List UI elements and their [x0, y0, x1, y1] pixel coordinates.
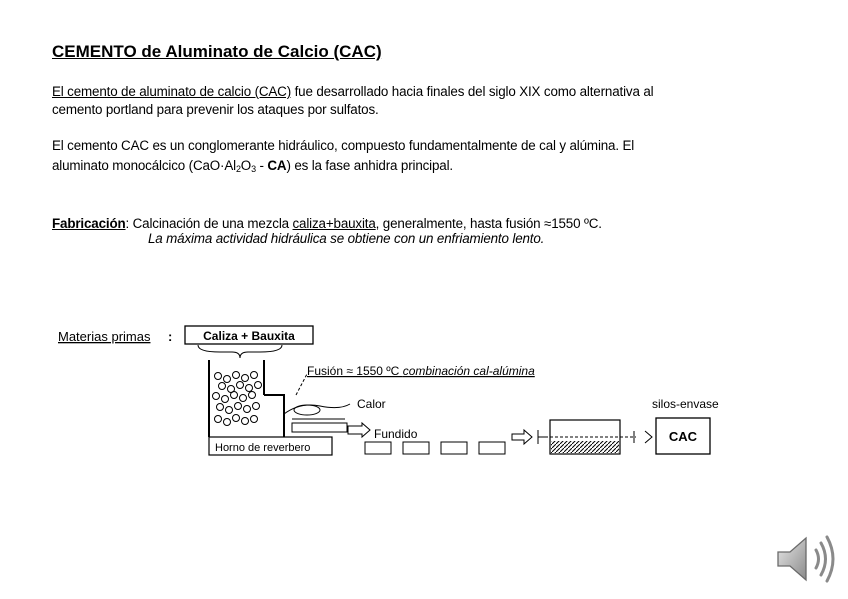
silos-label: silos-envase [652, 397, 719, 411]
formula-dash: - [255, 158, 268, 173]
fabrication-note: La máxima actividad hidráulica se obtiene con un enfriamiento lento. [148, 231, 545, 246]
materias-colon: : [168, 329, 173, 344]
chevron-right-icon [645, 431, 652, 443]
subscript-2: 2 [235, 164, 241, 174]
fundido-label: Fundido [374, 427, 418, 441]
ca-abbrev: CA [267, 158, 287, 173]
cooling-moulds [365, 442, 505, 454]
cac-link-text: El cemento de aluminato de calcio (CAC) [52, 84, 292, 99]
formula-o: O [240, 158, 252, 173]
paragraph-2-line-1: El cemento CAC es un conglomerante hidráulico, compuesto fundamentalmente de cal y alúmina. El [52, 138, 635, 153]
fusion-combination: combinación cal-alúmina [402, 364, 535, 378]
fusion-label [307, 364, 535, 378]
flow-arrow-icon [348, 423, 370, 437]
raw-materials-label: Caliza + Bauxita [203, 329, 295, 343]
fabrication-text-a: : Calcinación de una mezcla [125, 216, 293, 231]
fabrication-text-b: , generalmente, hasta fusión ≈1550 ºC. [375, 216, 602, 231]
paragraph-1-text: fue desarrollado hacia finales del siglo XIX como alternativa al [291, 84, 654, 99]
grinder-inlet [538, 430, 548, 444]
melt-pool [292, 423, 347, 432]
flame-icon [294, 405, 320, 415]
mill-hatching [551, 441, 619, 453]
paragraph-1-line-2: cemento portland para prevenir los ataques por sulfatos. [52, 102, 379, 117]
fabrication-label: Fabricación [52, 216, 126, 231]
cac-label: CAC [668, 429, 698, 444]
formula-start: aluminato monocálcico (CaO·Al [52, 158, 236, 173]
fusion-text: Fusión ≈ 1550 ºC [307, 364, 403, 378]
formula-end: ) es la fase anhidra principal. [286, 158, 453, 173]
audio-speaker-icon[interactable] [772, 528, 842, 592]
page-title: CEMENTO de Aluminato de Calcio (CAC) [52, 42, 382, 61]
horno-label: Horno de reverbero [215, 442, 311, 454]
materias-primas-label: Materias primas [58, 329, 151, 344]
fusion-pointer [296, 374, 307, 395]
subscript-3: 3 [251, 164, 256, 174]
brace-icon [198, 345, 282, 358]
fabrication-mix: caliza+bauxita [292, 216, 376, 231]
transfer-arrow-icon [512, 430, 532, 444]
calor-label: Calor [357, 397, 386, 411]
raw-material-pellets [213, 372, 262, 426]
